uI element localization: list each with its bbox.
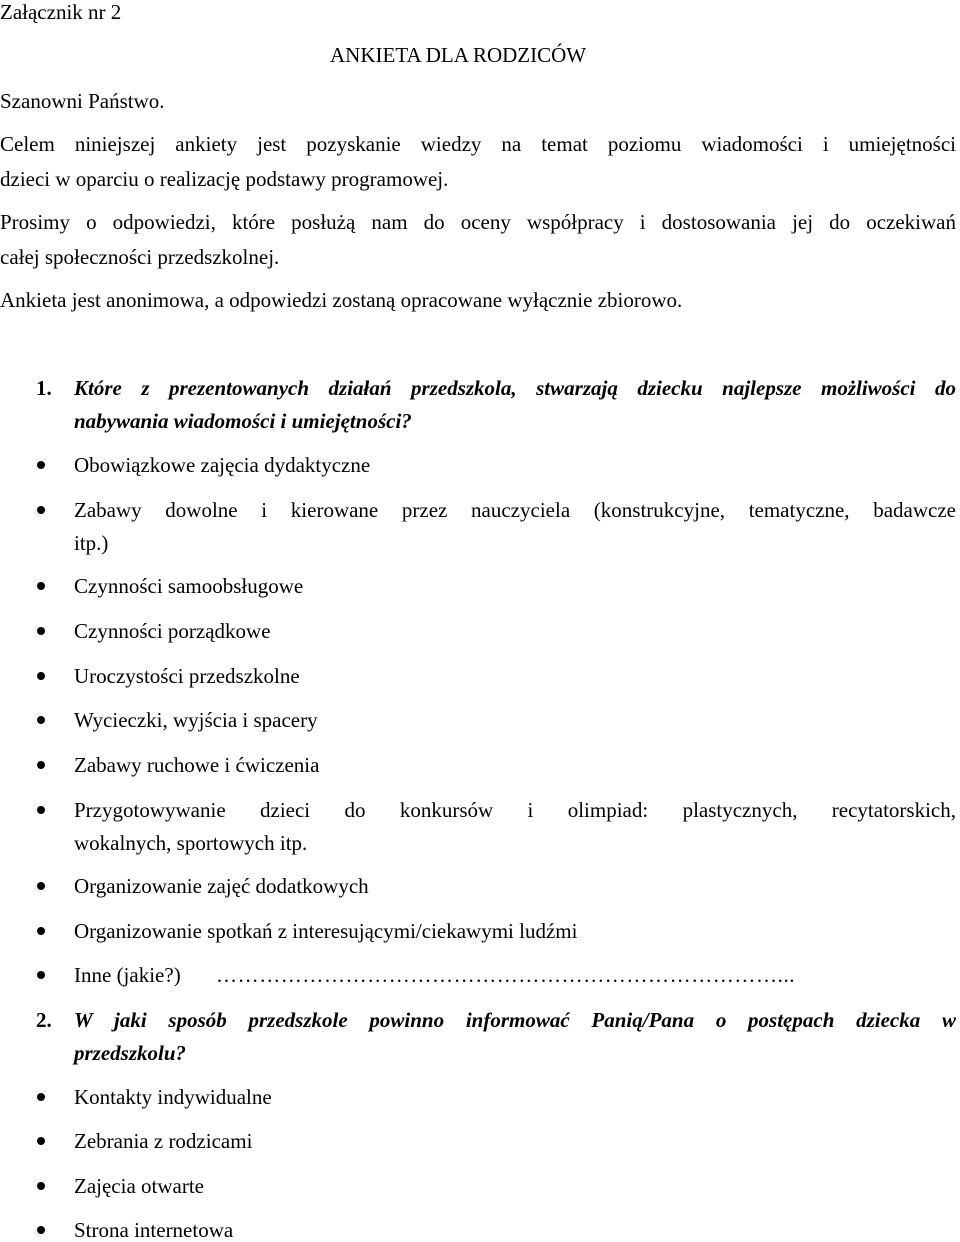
question-1-text-line-2: nabywania wiadomości i umiejętności?	[74, 409, 412, 433]
survey-title: ANKIETA DLA RODZICÓW	[330, 43, 587, 67]
intro-paragraph-2-line-1: Prosimy o odpowiedzi, które posłużą nam do oceny współpracy i dostosowania jej do oczekiwań	[0, 210, 956, 234]
question-1-number: 1.	[36, 376, 52, 400]
q1-option-zabawy-dowolne-line-1: Zabawy dowolne i kierowane przez nauczyciela (konstrukcyjne, tematyczne, badawcze	[74, 498, 956, 522]
bullet-icon	[37, 672, 45, 680]
bullet-icon	[37, 806, 45, 814]
q2-option-kontakty: Kontakty indywidualne	[74, 1085, 272, 1109]
question-2-number: 2.	[36, 1008, 52, 1032]
bullet-icon	[37, 506, 45, 514]
q1-option-obowiazkowe: Obowiązkowe zajęcia dydaktyczne	[74, 453, 371, 477]
question-2-text-line-2: przedszkolu?	[74, 1041, 187, 1065]
bullet-icon	[37, 1226, 45, 1234]
bullet-icon	[37, 927, 45, 935]
intro-paragraph-1-line-1: Celem niniejszej ankiety jest pozyskanie wiedzy na temat poziomu wiadomości i umiejętności	[0, 132, 956, 156]
bullet-icon	[37, 1093, 45, 1101]
bullet-icon	[37, 1182, 45, 1190]
bullet-icon	[37, 461, 45, 469]
bullet-icon	[37, 627, 45, 635]
q1-option-spotkania: Organizowanie spotkań z interesującymi/ciekawymi ludźmi	[74, 919, 578, 943]
q1-option-porzadkowe: Czynności porządkowe	[74, 619, 271, 643]
q1-option-konkursy-line-2: wokalnych, sportowych itp.	[74, 831, 308, 855]
bullet-icon	[37, 882, 45, 890]
q1-option-inne-fill-line: ……………………………………………………………………...	[216, 963, 796, 987]
q1-option-wycieczki: Wycieczki, wyjścia i spacery	[74, 708, 318, 732]
q1-option-inne: Inne (jakie?)	[74, 963, 181, 987]
attachment-label: Załącznik nr 2	[0, 0, 122, 24]
intro-paragraph-3: Ankieta jest anonimowa, a odpowiedzi zostaną opracowane wyłącznie zbiorowo.	[0, 288, 683, 312]
q1-option-zabawy-ruchowe: Zabawy ruchowe i ćwiczenia	[74, 753, 320, 777]
question-1-text-line-1: Które z prezentowanych działań przedszkola, stwarzają dziecku najlepsze możliwości do	[74, 376, 956, 400]
q1-option-konkursy-line-1: Przygotowywanie dzieci do konkursów i olimpiad: plastycznych, recytatorskich,	[74, 798, 956, 822]
bullet-icon	[37, 761, 45, 769]
q2-option-strona: Strona internetowa	[74, 1218, 234, 1242]
q1-option-samoobslugowe: Czynności samoobsługowe	[74, 574, 304, 598]
q1-option-uroczystosci: Uroczystości przedszkolne	[74, 664, 300, 688]
q1-option-zajecia-dodatkowe: Organizowanie zajęć dodatkowych	[74, 874, 369, 898]
bullet-icon	[37, 582, 45, 590]
question-2-text-line-1: W jaki sposób przedszkole powinno informować Panią/Pana o postępach dziecka w	[74, 1008, 956, 1032]
q2-option-zajecia-otwarte: Zajęcia otwarte	[74, 1174, 204, 1198]
bullet-icon	[37, 1137, 45, 1145]
q1-option-zabawy-dowolne-line-2: itp.)	[74, 531, 109, 555]
intro-paragraph-1-line-2: dzieci w oparciu o realizację podstawy programowej.	[0, 167, 449, 191]
bullet-icon	[37, 716, 45, 724]
q2-option-zebrania: Zebrania z rodzicami	[74, 1129, 253, 1153]
intro-paragraph-2-line-2: całej społeczności przedszkolnej.	[0, 245, 280, 269]
greeting: Szanowni Państwo.	[0, 89, 165, 113]
bullet-icon	[37, 971, 45, 979]
